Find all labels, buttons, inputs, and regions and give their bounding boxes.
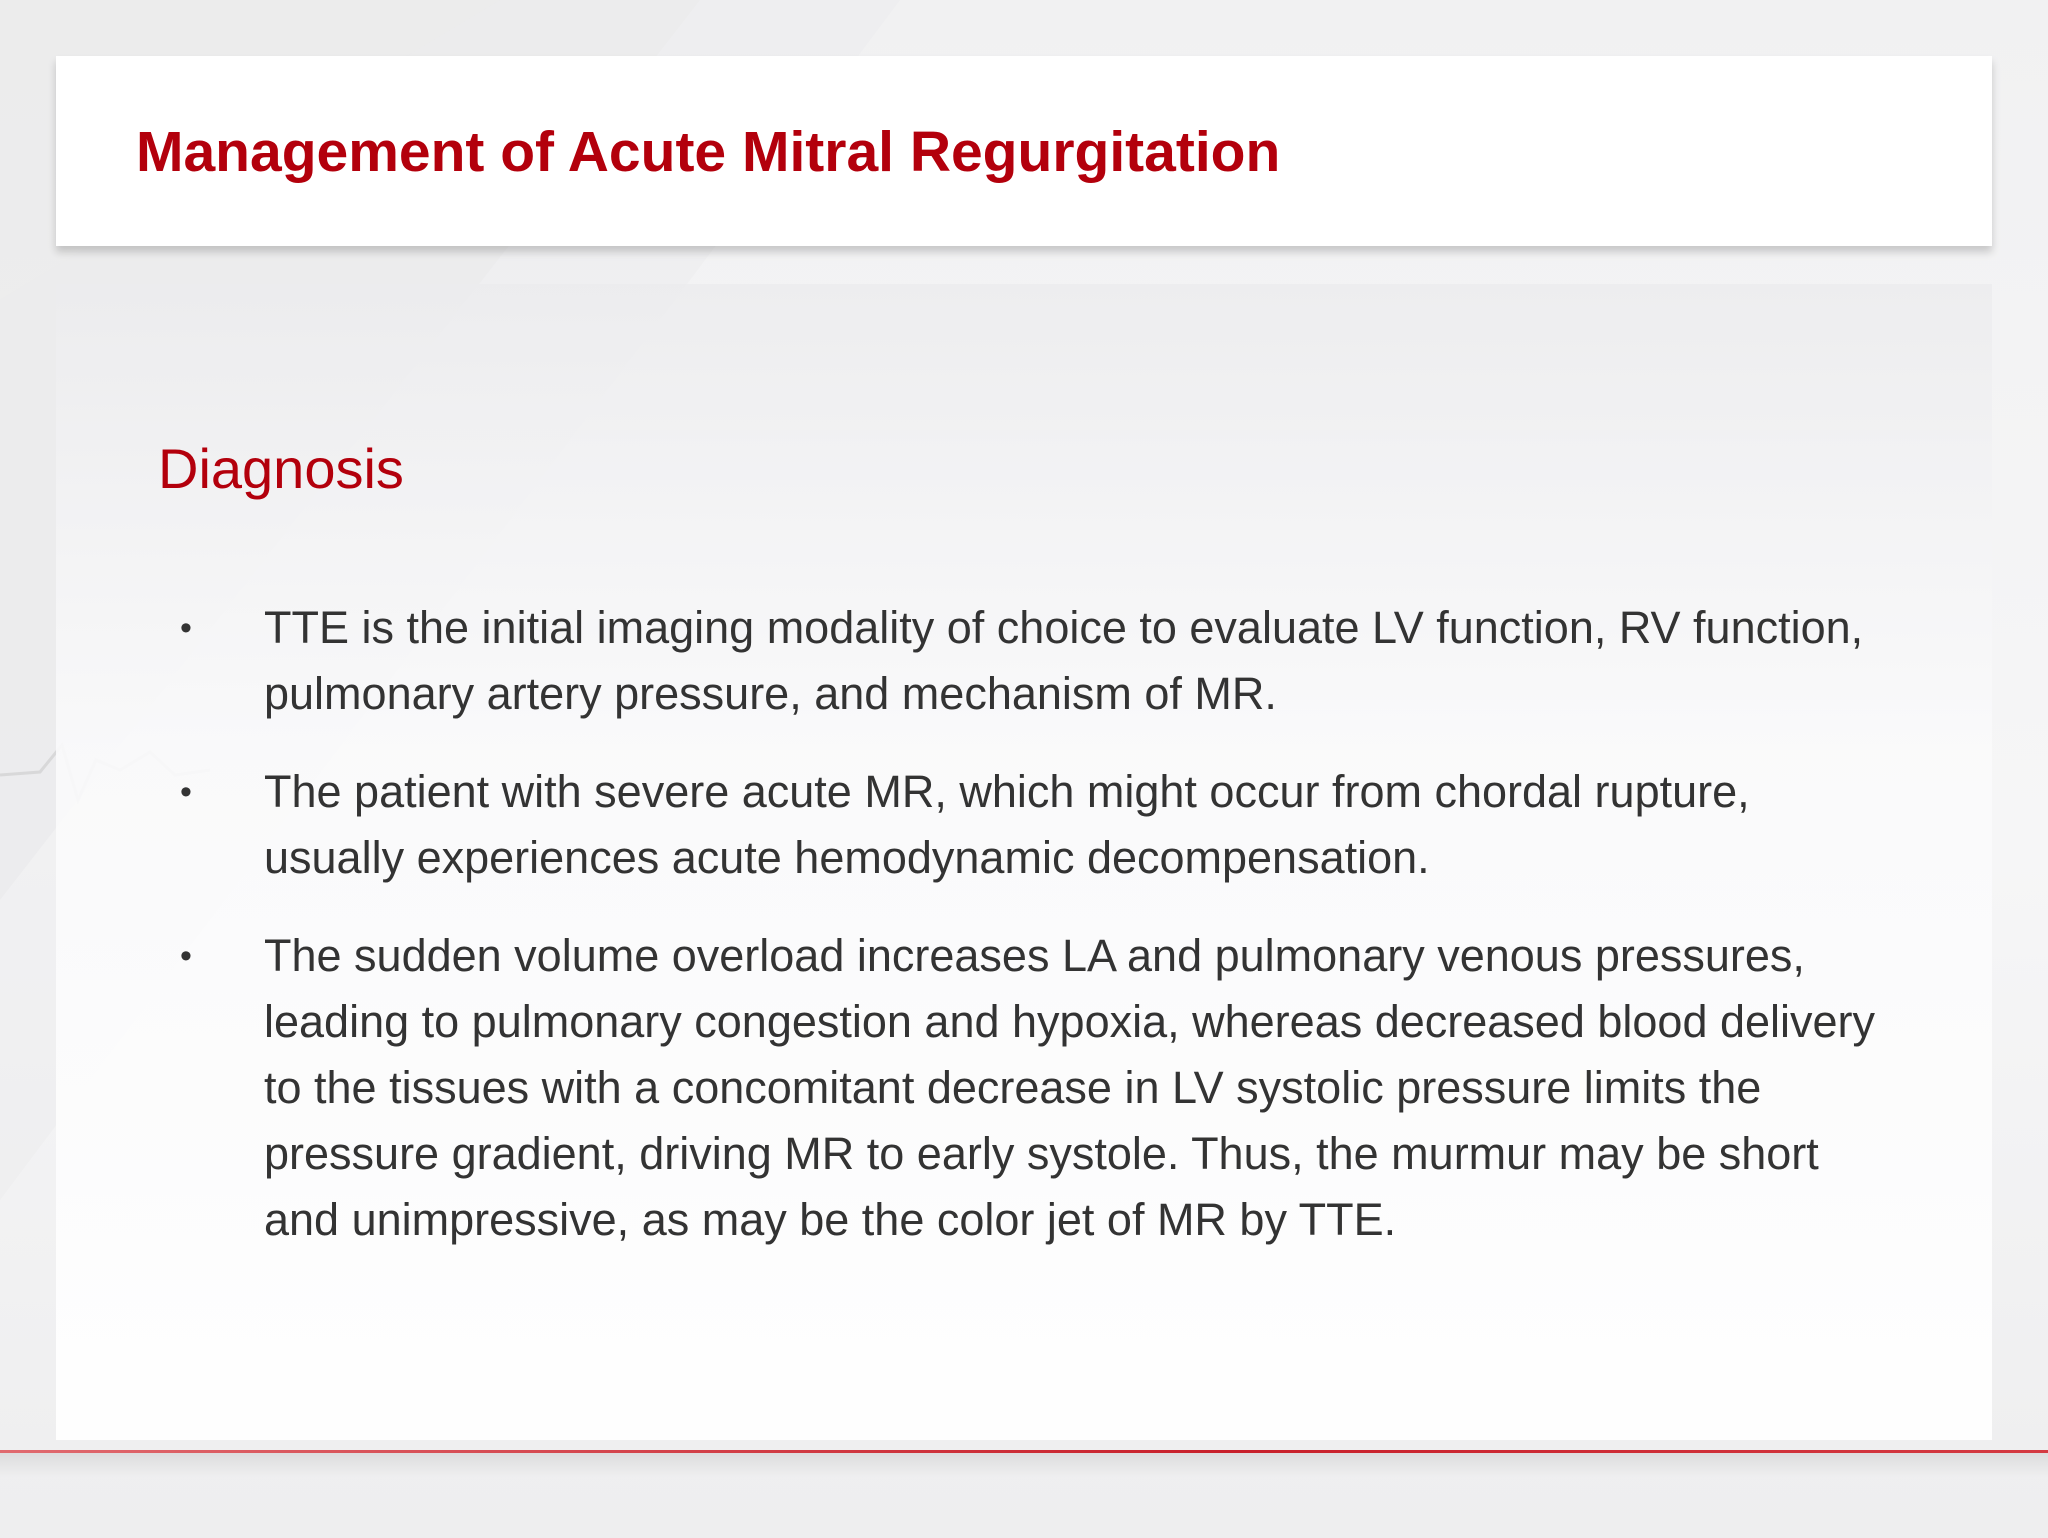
section-heading: Diagnosis: [158, 437, 404, 500]
list-item: [180, 759, 1880, 891]
title-bar: [56, 56, 1992, 246]
bullet-text: The sudden volume overload increases LA and pulmonary venous pressures, leading to pulmonary congestion and hypoxia, whereas decreased blood delivery to the tissues with a concomitant decrease in LV systolic pressure limits the pressure gradient, driving MR to early systole. Thus, the murmur may be short and unimpressive, as may be the color jet of MR by TTE.: [264, 930, 1876, 1245]
slide-title: Management of Acute Mitral Regurgitation: [136, 120, 1281, 184]
bullet-list: [180, 595, 1880, 1285]
list-item: [180, 595, 1880, 727]
bottom-divider-shadow: [0, 1453, 2048, 1477]
bullet-icon: •: [180, 773, 192, 811]
list-item: [180, 923, 1880, 1253]
bullet-icon: •: [180, 937, 192, 975]
bullet-text: TTE is the initial imaging modality of choice to evaluate LV function, RV function, pulmonary artery pressure, and mechanism of MR.: [264, 602, 1864, 719]
bullet-text: The patient with severe acute MR, which might occur from chordal rupture, usually experiences acute hemodynamic decompensation.: [264, 766, 1750, 883]
bullet-icon: •: [180, 609, 192, 647]
